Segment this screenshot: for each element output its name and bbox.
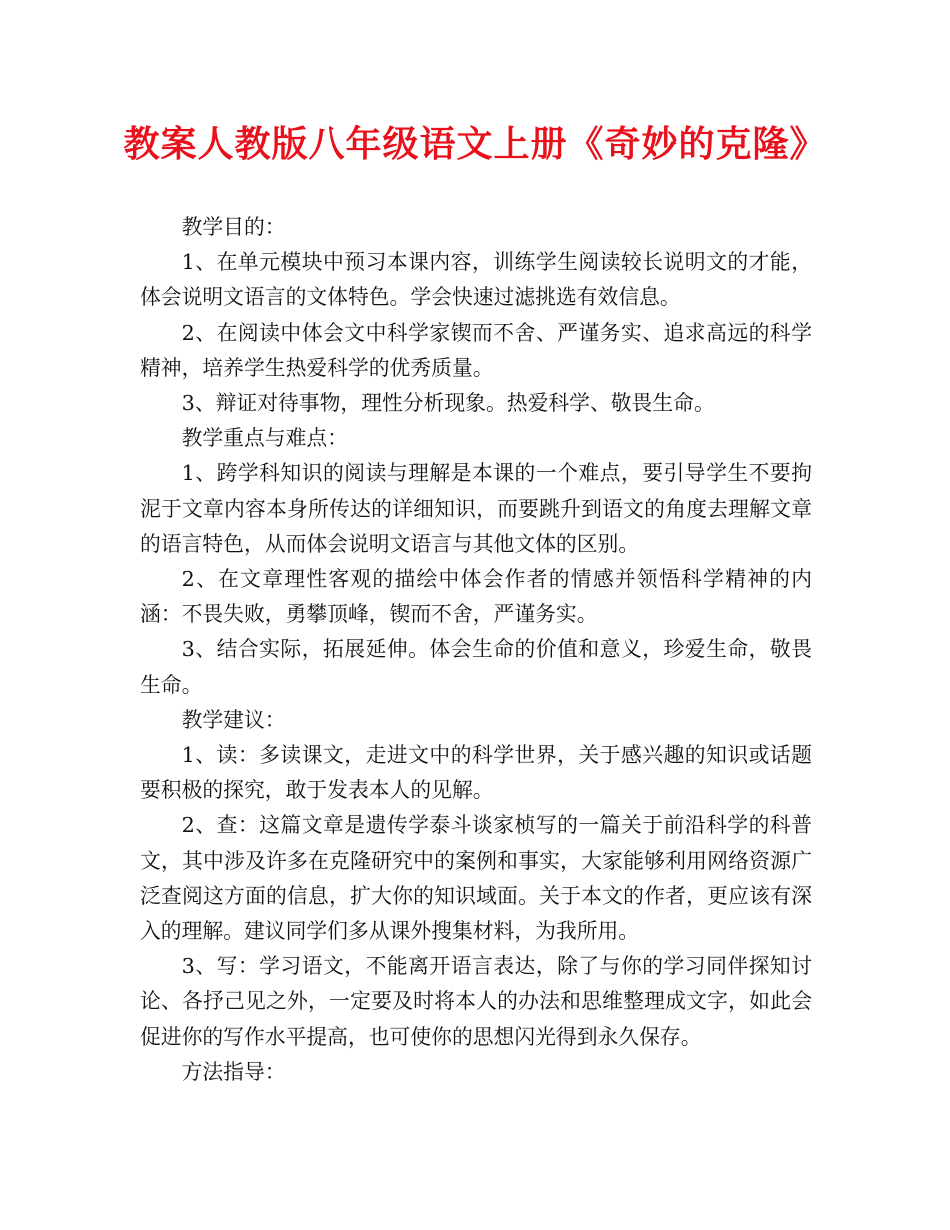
paragraph: 3、辩证对待事物，理性分析现象。热爱科学、敬畏生命。 [181, 391, 715, 416]
paragraph: 1、跨学科知识的阅读与理解是本课的一个难点，要引导学生不要拘泥于文章内容本身所传达的详细知识，而要跳升到语文的角度去理解文章的语言特色，从而体会说明文语言与其他文体的区别。 [140, 461, 812, 556]
section-heading-method: 方法指导： [181, 1059, 286, 1084]
document-title: 教案人教版八年级语文上册《奇妙的克隆》 [123, 124, 827, 165]
paragraph: 3、结合实际，拓展延伸。体会生命的价值和意义，珍爱生命，敬畏生命。 [140, 637, 812, 697]
paragraph: 3、写：学习语文，不能离开语言表达，除了与你的学习同伴探知讨论、各抒己见之外，一定要及时将本人的办法和思维整理成文字，如此会促进你的写作水平提高，也可使你的思想闪光得到永久保存。 [140, 954, 812, 1049]
section-heading-objectives: 教学目的： [181, 215, 286, 239]
section-heading-key-points: 教学重点与难点： [181, 426, 348, 451]
paragraph: 2、在阅读中体会文中科学家锲而不舍、严谨务实、追求高远的科学精神，培养学生热爱科学的优秀质量。 [140, 320, 812, 380]
document-body [140, 210, 812, 1090]
section-heading-suggestions: 教学建议： [181, 707, 286, 732]
paragraph: 1、在单元模块中预习本课内容，训练学生阅读较长说明文的才能，体会说明文语言的文体特色。学会快速过滤挑选有效信息。 [140, 250, 812, 310]
paragraph: 2、查：这篇文章是遗传学泰斗谈家桢写的一篇关于前沿科学的科普文，其中涉及许多在克隆研究中的案例和事实，大家能够利用网络资源广泛查阅这方面的信息，扩大你的知识域面。关于本文的作者，更应该有深入的理解。建议同学们多从课外搜集材料，为我所用。 [140, 813, 812, 944]
paragraph: 2、在文章理性客观的描绘中体会作者的情感并领悟科学精神的内涵：不畏失败，勇攀顶峰，锲而不舍，严谨务实。 [140, 567, 812, 627]
paragraph: 1、读：多读课文，走进文中的科学世界，关于感兴趣的知识或话题要积极的探究，敢于发表本人的见解。 [140, 743, 812, 803]
